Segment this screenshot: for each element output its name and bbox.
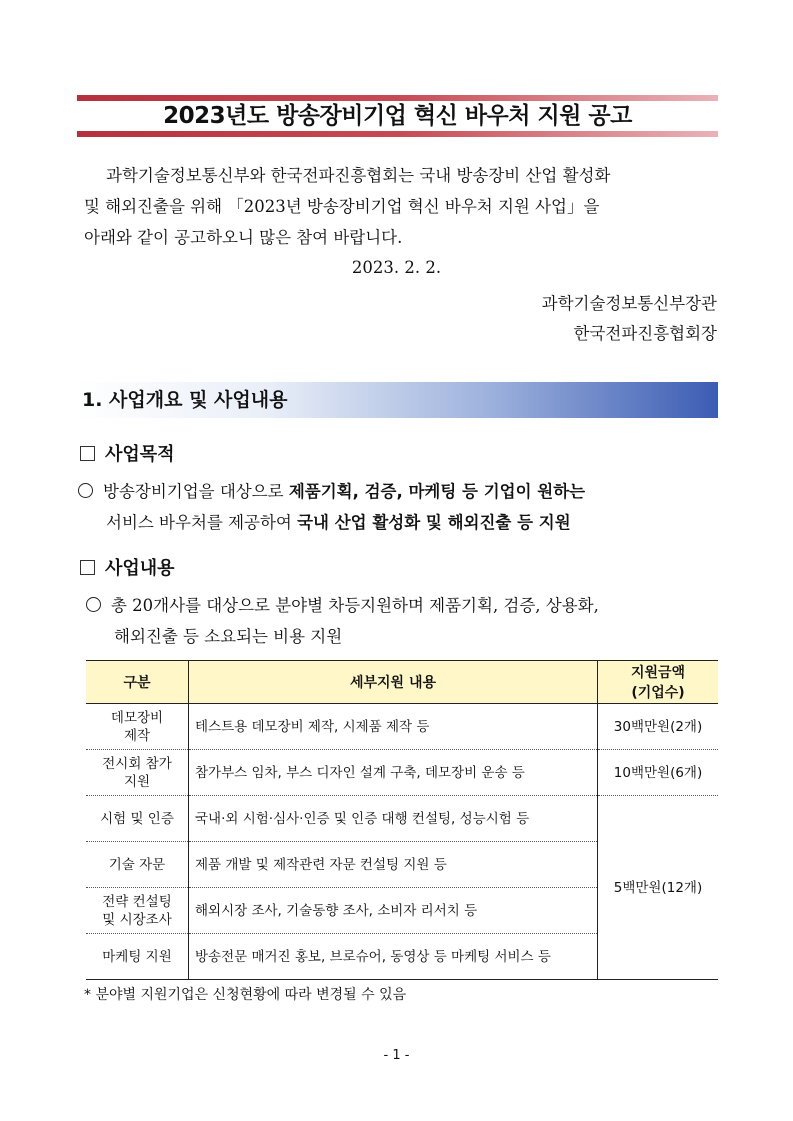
content-heading <box>80 554 175 580</box>
document-title: 2023년도 방송장비기업 혁신 바우처 지원 공고 <box>163 103 632 129</box>
row-detail: 방송전문 매거진 홍보, 브로슈어, 동영상 등 마케팅 서비스 등 <box>189 934 598 980</box>
purpose-text-a: 방송장비기업을 대상으로 <box>103 482 289 501</box>
intro-line-1: 과학기술정보통신부와 한국전파진흥협회는 국내 방송장비 산업 활성화 <box>106 166 611 185</box>
row-amount: 30백만원(2개) <box>598 704 719 750</box>
row-category: 마케팅 지원 <box>86 934 189 980</box>
row-detail: 국내·외 시험·심사·인증 및 인증 대행 컨설팅, 성능시험 등 <box>189 796 598 842</box>
purpose-heading-text: 사업목적 <box>105 444 175 465</box>
row-detail: 해외시장 조사, 기술동향 조사, 소비자 리서치 등 <box>189 888 598 934</box>
purpose-line-2 <box>78 507 728 538</box>
signer-ministry: 과학기술정보통신부장관 <box>541 294 717 313</box>
footnote: * 분야별 지원기업은 신청현황에 따라 변경될 수 있음 <box>84 987 407 1003</box>
cat-line2: 및 시장조사 <box>102 911 172 928</box>
table-row <box>86 796 718 842</box>
row-category: 기술 자문 <box>86 842 189 888</box>
row-category: 시험 및 인증 <box>86 796 189 842</box>
cat-line2: 제작 <box>123 727 151 744</box>
purpose-bold-a: 제품기획, 검증, 마케팅 등 기업이 원하는 <box>288 482 586 501</box>
section-title: 1. 사업개요 및 사업내용 <box>82 389 288 411</box>
purpose-bold-b: 국내 산업 활성화 및 해외진출 등 지원 <box>297 513 571 532</box>
purpose-bullet <box>78 476 728 538</box>
cat-line1: 전시회 참가 <box>102 755 172 772</box>
circle-bullet-icon <box>86 597 101 612</box>
intro-line-3: 아래와 같이 공고하오니 많은 참여 바랍니다. <box>84 228 403 247</box>
row-category <box>86 750 189 796</box>
header-detail: 세부지원 내용 <box>189 661 598 704</box>
cat-line1: 데모장비 <box>110 709 164 726</box>
header-amount-line1: 지원금액 <box>630 665 686 681</box>
header-amount <box>598 661 719 704</box>
purpose-line-1 <box>78 476 728 507</box>
content-text-1: 총 20개사를 대상으로 분야별 차등지원하며 제품기획, 검증, 상용화, <box>111 596 599 615</box>
page-number: - 1 - <box>383 1048 410 1063</box>
support-table <box>86 660 718 980</box>
row-category <box>86 704 189 750</box>
purpose-text-b: 서비스 바우처를 제공하여 <box>106 513 298 532</box>
row-category <box>86 888 189 934</box>
purpose-heading <box>80 440 175 466</box>
title-bottom-rule <box>77 131 718 137</box>
row-detail: 테스트용 데모장비 제작, 시제품 제작 등 <box>189 704 598 750</box>
table-header-row <box>86 661 718 704</box>
content-line-1 <box>86 590 736 621</box>
cat-line1: 전략 컨설팅 <box>102 893 172 910</box>
content-bullet <box>86 590 736 652</box>
table-row <box>86 704 718 750</box>
header-category: 구분 <box>86 661 189 704</box>
circle-bullet-icon <box>78 483 93 498</box>
cat-line2: 지원 <box>123 773 151 790</box>
table-row <box>86 750 718 796</box>
row-detail: 참가부스 임차, 부스 디자인 설계 구축, 데모장비 운송 등 <box>189 750 598 796</box>
content-line-2: 해외진출 등 소요되는 비용 지원 <box>114 627 343 646</box>
row-amount-merged: 5백만원(12개) <box>598 796 719 980</box>
row-amount: 10백만원(6개) <box>598 750 719 796</box>
signer-association: 한국전파진흥협회장 <box>573 324 717 343</box>
header-amount-line2: (기업수) <box>631 685 685 701</box>
square-bullet-icon <box>80 560 95 575</box>
content-heading-text: 사업내용 <box>105 558 175 579</box>
intro-paragraph <box>84 160 720 253</box>
row-detail: 제품 개발 및 제작관련 자문 컨설팅 지원 등 <box>189 842 598 888</box>
announcement-date: 2023. 2. 2. <box>351 258 442 277</box>
intro-line-2: 및 해외진출을 위해 「2023년 방송장비기업 혁신 바우처 지원 사업」을 <box>84 197 600 216</box>
square-bullet-icon <box>80 446 95 461</box>
